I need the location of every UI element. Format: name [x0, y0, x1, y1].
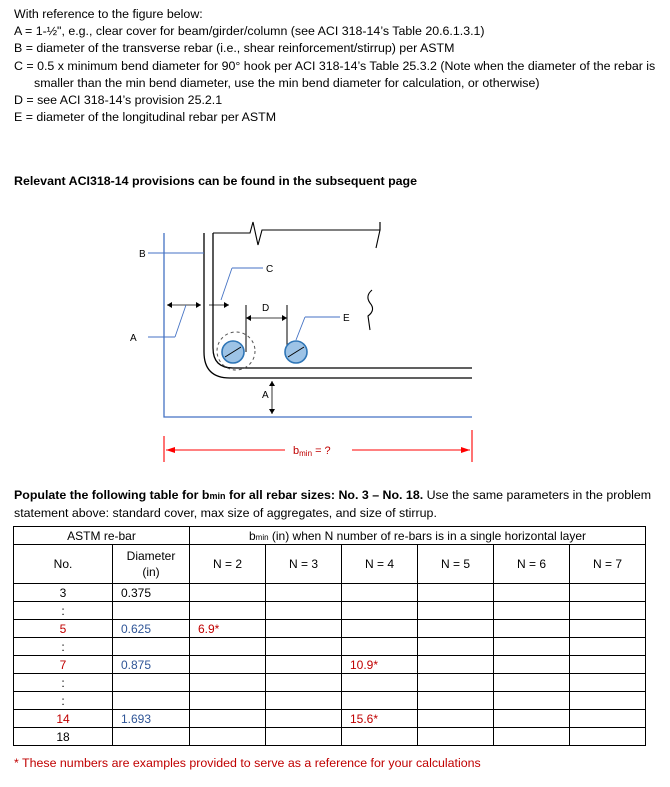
table-row: [14, 584, 646, 602]
bmin-cell-n6: [494, 602, 570, 620]
rebar-no-cell: 18: [14, 728, 113, 746]
bmin-cell-n2: [190, 692, 266, 710]
bmin-cell-n7: [570, 692, 646, 710]
header-no: No.: [14, 545, 113, 584]
bmin-cell-n6: [494, 584, 570, 602]
rebar-no-cell: 14: [14, 710, 113, 728]
bmin-cell-n2: [190, 602, 266, 620]
label-a: A: [130, 333, 137, 344]
bmin-table: [13, 526, 646, 746]
bmin-cell-n2: [190, 728, 266, 746]
bmin-cell-n5: [418, 728, 494, 746]
diameter-cell: [113, 692, 190, 710]
bmin-cell-n2: 6.9*: [190, 620, 266, 638]
stirrup-outer: [204, 233, 472, 378]
bmin-cell-n7: [570, 638, 646, 656]
diameter-cell: [113, 638, 190, 656]
rebar-no-cell: :: [14, 602, 113, 620]
bmin-cell-n5: [418, 584, 494, 602]
bmin-cell-n6: [494, 656, 570, 674]
rebar-no-cell: 7: [14, 656, 113, 674]
diameter-cell: [113, 728, 190, 746]
intro-lead: With reference to the figure below:: [14, 7, 203, 21]
diameter-cell: 0.375: [113, 584, 190, 602]
bmin-cell-n7: [570, 620, 646, 638]
bmin-cell-n2: [190, 656, 266, 674]
table-row: [14, 602, 646, 620]
bmin-cell-n3: [266, 638, 342, 656]
rebar-no-cell: :: [14, 638, 113, 656]
bmin-cell-n7: [570, 674, 646, 692]
bmin-cell-n2: [190, 584, 266, 602]
header-n7: N = 7: [570, 545, 646, 584]
diameter-cell: [113, 602, 190, 620]
bmin-cell-n2: [190, 710, 266, 728]
populate-instructions: Populate the following table for bmin for all rebar sizes: No. 3 – No. 18. Use the same parameters in the problem statement above: standard cover, max size of aggregates, and size of stirrup.: [14, 488, 652, 520]
bmin-cell-n6: [494, 620, 570, 638]
bmin-cell-n3: [266, 656, 342, 674]
bmin-cell-n4: 10.9*: [342, 656, 418, 674]
right-break-line: [368, 290, 373, 330]
bmin-cell-n5: [418, 692, 494, 710]
stirrup-inner: [213, 233, 472, 368]
bmin-cell-n3: [266, 674, 342, 692]
label-a-bottom: A: [262, 390, 269, 401]
bmin-cell-n3: [266, 692, 342, 710]
diameter-cell: 0.625: [113, 620, 190, 638]
bmin-cell-n7: [570, 710, 646, 728]
table-row: [14, 656, 646, 674]
bmin-cell-n4: [342, 602, 418, 620]
bmin-cell-n3: [266, 584, 342, 602]
header-n2: N = 2: [190, 545, 266, 584]
bmin-cell-n6: [494, 728, 570, 746]
table-header-row-1: [14, 527, 646, 545]
definition-e: E = diameter of the longitudinal rebar per ASTM: [14, 110, 277, 125]
bmin-cell-n3: [266, 620, 342, 638]
bmin-cell-n4: 15.6*: [342, 710, 418, 728]
bmin-cell-n7: [570, 602, 646, 620]
bmin-cell-n7: [570, 584, 646, 602]
problem-statement: [14, 6, 664, 126]
table-row: [14, 674, 646, 692]
rebar-no-cell: 5: [14, 620, 113, 638]
table-row: [14, 728, 646, 746]
definition-d: D = see ACI 318-14’s provision 25.2.1: [14, 93, 223, 108]
bmin-cell-n3: [266, 710, 342, 728]
bmin-cell-n4: [342, 620, 418, 638]
rebar-no-cell: :: [14, 674, 113, 692]
top-break-line: [213, 222, 380, 245]
bmin-cell-n5: [418, 638, 494, 656]
bmin-cell-n2: [190, 638, 266, 656]
relevant-provisions-note: Relevant ACI318-14 provisions can be found in the subsequent page: [14, 174, 418, 188]
definition-b: B = diameter of the transverse rebar (i.e., shear reinforcement/stirrup) per ASTM: [14, 41, 455, 56]
bmin-cell-n6: [494, 638, 570, 656]
header-n6: N = 6: [494, 545, 570, 584]
label-b: B: [139, 249, 146, 260]
bmin-cell-n5: [418, 602, 494, 620]
bmin-cell-n5: [418, 710, 494, 728]
table-row: [14, 710, 646, 728]
label-d: D: [262, 303, 270, 314]
bmin-cell-n7: [570, 728, 646, 746]
header-bmin: bmin (in) when N number of re-bars is in a single horizontal layer: [190, 527, 646, 545]
header-astm: ASTM re-bar: [14, 527, 190, 545]
bmin-cell-n4: [342, 728, 418, 746]
header-n3: N = 3: [266, 545, 342, 584]
bmin-cell-n2: [190, 674, 266, 692]
definition-a: A = 1-½", e.g., clear cover for beam/girder/column (see ACI 318-14’s Table 20.6.1.3.1): [14, 24, 485, 39]
diameter-cell: 1.693: [113, 710, 190, 728]
bmin-cell-n6: [494, 692, 570, 710]
rebar-no-cell: 3: [14, 584, 113, 602]
label-c: C: [266, 264, 274, 275]
bmin-cell-n4: [342, 584, 418, 602]
bmin-label: bmin = ?: [293, 445, 331, 458]
label-e: E: [343, 313, 350, 324]
beam-section-figure: [0, 200, 670, 475]
definition-c: C = 0.5 x minimum bend diameter for 90° hook per ACI 318-14’s Table 25.3.2 (Note when the diameter of the rebar is smaller than the min bend diameter, use the min bend diameter for calculation, or otherwise): [14, 58, 656, 90]
table-header-row-2: [14, 545, 646, 584]
footnote: * These numbers are examples provided to serve as a reference for your calculations: [14, 756, 481, 770]
header-diameter: Diameter (in): [113, 545, 190, 584]
bmin-cell-n5: [418, 674, 494, 692]
table-row: [14, 692, 646, 710]
bmin-cell-n6: [494, 710, 570, 728]
bmin-cell-n7: [570, 656, 646, 674]
header-n4: N = 4: [342, 545, 418, 584]
rebar-no-cell: :: [14, 692, 113, 710]
bmin-cell-n4: [342, 638, 418, 656]
diameter-cell: [113, 674, 190, 692]
bmin-cell-n6: [494, 674, 570, 692]
bmin-cell-n3: [266, 728, 342, 746]
bmin-cell-n5: [418, 656, 494, 674]
bmin-cell-n4: [342, 692, 418, 710]
table-row: [14, 620, 646, 638]
diameter-cell: 0.875: [113, 656, 190, 674]
header-n5: N = 5: [418, 545, 494, 584]
bmin-cell-n4: [342, 674, 418, 692]
bmin-cell-n5: [418, 620, 494, 638]
table-body: [14, 584, 646, 746]
beam-outline: [164, 233, 472, 417]
table-row: [14, 638, 646, 656]
bmin-cell-n3: [266, 602, 342, 620]
